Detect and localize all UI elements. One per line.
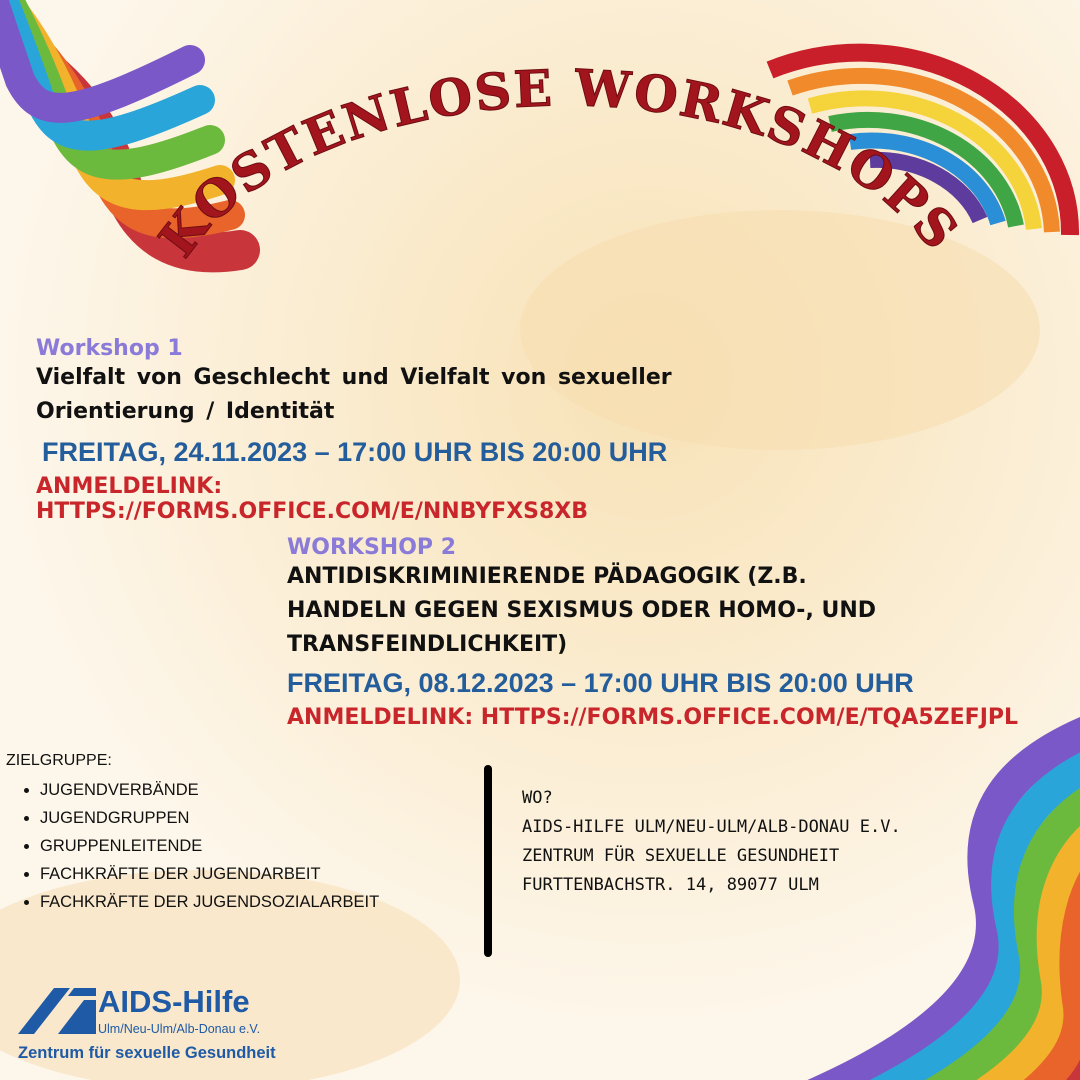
workshop-date: FREITAG, 08.12.2023 – 17:00 UHR BIS 20:00 UHR bbox=[287, 668, 914, 698]
target-group bbox=[6, 752, 476, 916]
list-item: • FACHKRÄFTE DER JUGENDSOZIALARBEIT bbox=[40, 888, 476, 916]
workshop-title-line: TRANSFEINDLICHKEIT) bbox=[287, 632, 568, 657]
page-title: KOSTENLOSE WORKSHOPS bbox=[147, 58, 971, 268]
workshop-1 bbox=[36, 336, 736, 524]
vertical-divider bbox=[484, 765, 492, 957]
workshop-title-line: Orientierung / Identität bbox=[36, 399, 335, 424]
list-item: • FACHKRÄFTE DER JUGENDARBEIT bbox=[40, 860, 476, 888]
location-heading: WO? bbox=[522, 788, 553, 808]
location-line: FURTTENBACHSTR. 14, 89077 ULM bbox=[522, 875, 819, 895]
target-group-list bbox=[6, 776, 476, 916]
logo-subtitle: Ulm/Neu-Ulm/Alb-Donau e.V. bbox=[98, 1022, 261, 1036]
workshop-label: WORKSHOP 2 bbox=[287, 535, 457, 560]
aids-hilfe-logo bbox=[18, 984, 318, 1064]
workshop-title-line: HANDELN GEGEN SEXISMUS ODER HOMO-, UND bbox=[287, 598, 876, 623]
registration-link[interactable]: ANMELDELINK: HTTPS://FORMS.OFFICE.COM/E/NNBYFXS8XB bbox=[36, 474, 589, 524]
logo-name: AIDS-Hilfe bbox=[98, 984, 250, 1019]
location-line: ZENTRUM FÜR SEXUELLE GESUNDHEIT bbox=[522, 846, 840, 866]
logo-tagline: Zentrum für sexuelle Gesundheit bbox=[18, 1044, 276, 1062]
workshop-label: Workshop 1 bbox=[36, 336, 183, 361]
location-line: AIDS-HILFE ULM/NEU-ULM/ALB-DONAU E.V. bbox=[522, 817, 901, 837]
location bbox=[522, 784, 1042, 900]
workshop-title-line: ANTIDISKRIMINIERENDE PÄDAGOGIK (Z.B. bbox=[287, 564, 807, 589]
list-item: • JUGENDVERBÄNDE bbox=[40, 776, 476, 804]
workshop-title-line: Vielfalt von Geschlecht und Vielfalt von sexueller bbox=[36, 365, 672, 390]
workshop-date: FREITAG, 24.11.2023 – 17:00 UHR BIS 20:00 UHR bbox=[42, 437, 668, 467]
logo-mark-icon bbox=[18, 984, 96, 1036]
title-banner bbox=[0, 0, 1080, 320]
target-group-heading: ZIELGRUPPE: bbox=[6, 752, 112, 769]
list-item: • JUGENDGRUPPEN bbox=[40, 804, 476, 832]
list-item: • GRUPPENLEITENDE bbox=[40, 832, 476, 860]
workshop-2 bbox=[287, 535, 1067, 730]
registration-link[interactable]: ANMELDELINK: HTTPS://FORMS.OFFICE.COM/E/TQA5ZEFJPL bbox=[287, 705, 1019, 730]
